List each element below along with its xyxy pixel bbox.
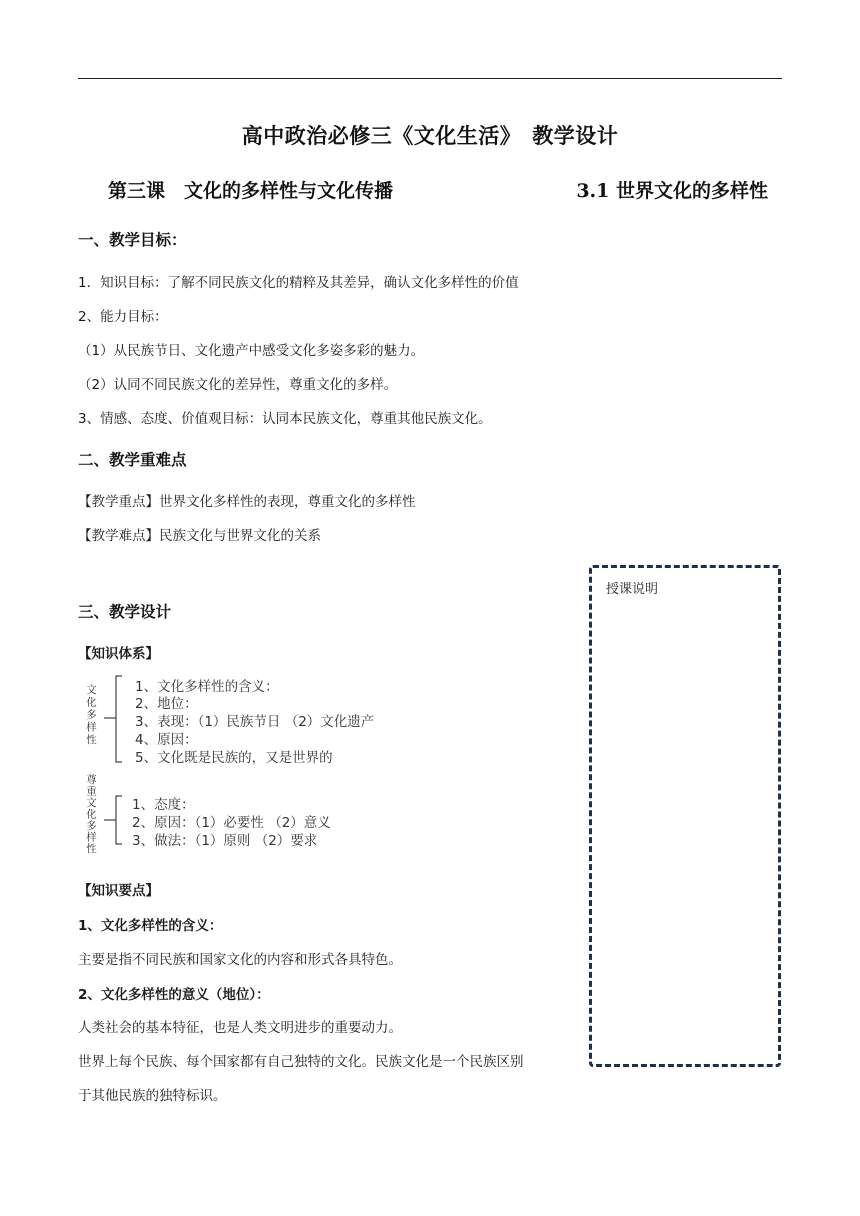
- mindmap-item: 4、原因：: [135, 732, 198, 748]
- mindmap-item: 2、原因：（1）必要性 （2）意义: [132, 815, 331, 831]
- mindmap-item: 1、文化多样性的含义：: [135, 679, 279, 695]
- mindmap-group2-label: 尊重文化多样性: [85, 774, 97, 855]
- mindmap-item: 1、态度：: [132, 797, 195, 813]
- keypoints-heading: 二、教学重难点: [78, 451, 187, 469]
- point2-text: 人类社会的基本特征，也是人类文明进步的重要动力。: [78, 1020, 402, 1036]
- teaching-notes-label: 授课说明: [606, 582, 659, 597]
- objective-line: 3、情感、态度、价值观目标：认同本民族文化，尊重其他民族文化。: [78, 411, 492, 427]
- knowledge-points-label: 【知识要点】: [78, 883, 159, 899]
- mindmap-group1-brace: [104, 674, 124, 764]
- header-rule: [78, 78, 782, 79]
- objective-line: 2、能力目标：: [78, 309, 168, 325]
- point2-text: 世界上每个民族、每个国家都有自己独特的文化。民族文化是一个民族区别: [78, 1054, 524, 1070]
- point1-heading: 1、文化多样性的含义：: [78, 918, 223, 934]
- objective-line: 1．知识目标：了解不同民族文化的精粹及其差异，确认文化多样性的价值: [78, 275, 519, 291]
- mindmap-item: 3、做法：（1）原则 （2）要求: [132, 833, 318, 849]
- teaching-notes-box: [589, 565, 781, 1067]
- mindmap-group1-label: 文化多样性: [85, 684, 97, 747]
- objective-line: （2）认同不同民族文化的差异性，尊重文化的多样。: [78, 377, 398, 393]
- point1-text: 主要是指不同民族和国家文化的内容和形式各具特色。: [78, 952, 402, 968]
- lesson-subtitle-left: 第三课 文化的多样性与文化传播: [108, 180, 394, 202]
- teaching-focus: 【教学重点】世界文化多样性的表现，尊重文化的多样性: [78, 494, 416, 510]
- objective-line: （1）从民族节日、文化遗产中感受文化多姿多彩的魅力。: [78, 343, 425, 359]
- mindmap-item: 2、地位：: [135, 696, 198, 712]
- design-heading: 三、教学设计: [78, 603, 172, 621]
- teaching-difficulty: 【教学难点】民族文化与世界文化的关系: [78, 528, 321, 544]
- point2-text: 于其他民族的独特标识。: [78, 1088, 227, 1104]
- mindmap-item: 5、文化既是民族的，又是世界的: [135, 750, 333, 766]
- objectives-heading: 一、教学目标：: [78, 231, 187, 249]
- lesson-subtitle-right: 3.1 世界文化的多样性: [576, 180, 768, 202]
- knowledge-system-label: 【知识体系】: [78, 646, 159, 662]
- mindmap-item: 3、表现：（1）民族节日 （2）文化遗产: [135, 714, 375, 730]
- document-title: 高中政治必修三《文化生活》 教学设计: [241, 124, 619, 148]
- lesson-subtitle: [108, 176, 768, 203]
- point2-heading: 2、文化多样性的意义（地位）：: [78, 987, 270, 1003]
- mindmap-group2-brace: [104, 794, 124, 846]
